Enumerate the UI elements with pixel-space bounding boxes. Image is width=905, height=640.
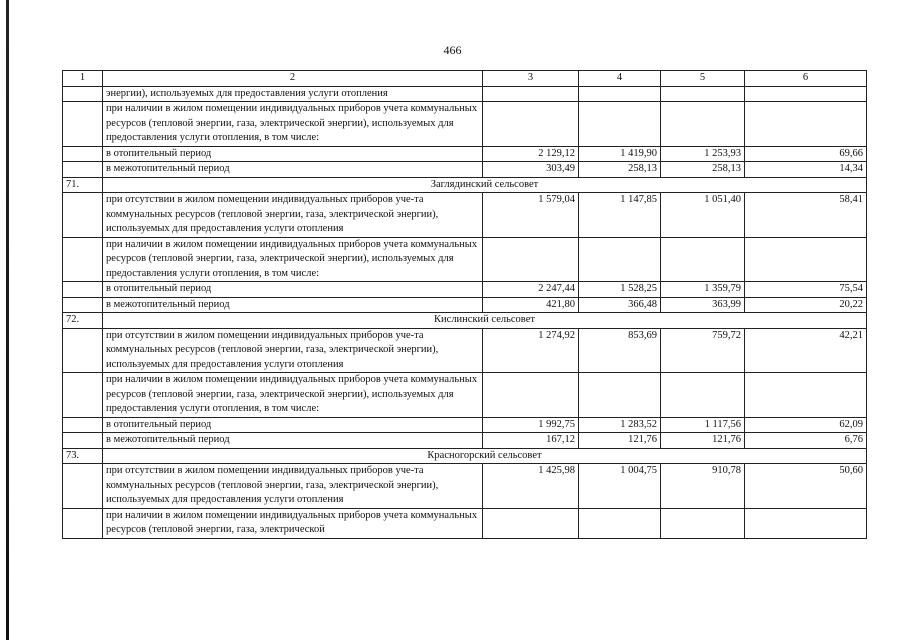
row-number-cell bbox=[63, 373, 103, 418]
value-col-4 bbox=[579, 508, 661, 538]
value-col-5: 1 051,40 bbox=[661, 193, 745, 238]
row-number-cell bbox=[63, 328, 103, 373]
description-cell: при отсутствии в жилом помещении индивидуальных приборов уче-та коммунальных ресурсов (тепловой энергии, газа, электрической энергии), используемых для предоставления услуги отопления bbox=[103, 328, 483, 373]
section-row bbox=[63, 448, 867, 464]
value-col-6 bbox=[745, 102, 867, 147]
value-col-6: 58,41 bbox=[745, 193, 867, 238]
description-cell: в межотопительный период bbox=[103, 433, 483, 449]
row-number-cell bbox=[63, 237, 103, 282]
row-number-cell bbox=[63, 162, 103, 178]
table-row bbox=[63, 297, 867, 313]
value-col-4: 1 004,75 bbox=[579, 464, 661, 509]
value-col-4: 853,69 bbox=[579, 328, 661, 373]
value-col-6: 14,34 bbox=[745, 162, 867, 178]
value-col-4: 258,13 bbox=[579, 162, 661, 178]
value-col-4: 366,48 bbox=[579, 297, 661, 313]
value-col-6 bbox=[745, 373, 867, 418]
value-col-4: 1 147,85 bbox=[579, 193, 661, 238]
value-col-5 bbox=[661, 237, 745, 282]
table-row bbox=[63, 102, 867, 147]
value-col-4: 1 419,90 bbox=[579, 146, 661, 162]
table-row bbox=[63, 417, 867, 433]
value-col-6: 20,22 bbox=[745, 297, 867, 313]
value-col-6 bbox=[745, 237, 867, 282]
value-col-5 bbox=[661, 508, 745, 538]
tariff-table bbox=[62, 70, 867, 539]
value-col-3 bbox=[483, 237, 579, 282]
value-col-5 bbox=[661, 373, 745, 418]
value-col-5: 258,13 bbox=[661, 162, 745, 178]
value-col-5: 1 359,79 bbox=[661, 282, 745, 298]
value-col-5: 910,78 bbox=[661, 464, 745, 509]
description-cell: при отсутствии в жилом помещении индивидуальных приборов уче-та коммунальных ресурсов (тепловой энергии, газа, электрической энергии), используемых для предоставления услуги отопления bbox=[103, 193, 483, 238]
header-col-1: 1 bbox=[63, 71, 103, 87]
description-cell: при наличии в жилом помещении индивидуальных приборов учета коммунальных ресурсов (тепловой энергии, газа, электрической энергии), используемых для предоставления услуги отопления, в том числе: bbox=[103, 373, 483, 418]
description-cell: при наличии в жилом помещении индивидуальных приборов учета коммунальных ресурсов (тепловой энергии, газа, электрической энергии), используемых для предоставления услуги отопления, в том числе: bbox=[103, 237, 483, 282]
section-title: Кислинский сельсовет bbox=[103, 313, 867, 329]
table-row bbox=[63, 433, 867, 449]
value-col-3: 1 992,75 bbox=[483, 417, 579, 433]
value-col-6: 62,09 bbox=[745, 417, 867, 433]
header-row bbox=[63, 71, 867, 87]
table-row bbox=[63, 464, 867, 509]
header-col-3: 3 bbox=[483, 71, 579, 87]
value-col-5: 1 253,93 bbox=[661, 146, 745, 162]
value-col-4: 1 528,25 bbox=[579, 282, 661, 298]
table-row bbox=[63, 508, 867, 538]
table-row bbox=[63, 328, 867, 373]
description-cell: энергии), используемых для предоставления услуги отопления bbox=[103, 86, 483, 102]
table-row bbox=[63, 86, 867, 102]
row-number-cell bbox=[63, 417, 103, 433]
section-number: 71. bbox=[63, 177, 103, 193]
value-col-4 bbox=[579, 86, 661, 102]
description-cell: при отсутствии в жилом помещении индивидуальных приборов уче-та коммунальных ресурсов (тепловой энергии, газа, электрической энергии), используемых для предоставления услуги отопления bbox=[103, 464, 483, 509]
header-col-2: 2 bbox=[103, 71, 483, 87]
value-col-5 bbox=[661, 102, 745, 147]
value-col-5: 759,72 bbox=[661, 328, 745, 373]
section-title: Красногорский сельсовет bbox=[103, 448, 867, 464]
description-cell: в отопительный период bbox=[103, 417, 483, 433]
value-col-6: 75,54 bbox=[745, 282, 867, 298]
header-col-4: 4 bbox=[579, 71, 661, 87]
row-number-cell bbox=[63, 146, 103, 162]
value-col-6 bbox=[745, 86, 867, 102]
table-row bbox=[63, 373, 867, 418]
table-row bbox=[63, 162, 867, 178]
value-col-3: 303,49 bbox=[483, 162, 579, 178]
value-col-5: 1 117,56 bbox=[661, 417, 745, 433]
table-row bbox=[63, 193, 867, 238]
description-cell: в межотопительный период bbox=[103, 297, 483, 313]
value-col-6: 42,21 bbox=[745, 328, 867, 373]
value-col-4: 1 283,52 bbox=[579, 417, 661, 433]
value-col-3: 167,12 bbox=[483, 433, 579, 449]
value-col-3 bbox=[483, 102, 579, 147]
value-col-6 bbox=[745, 508, 867, 538]
description-cell: в межотопительный период bbox=[103, 162, 483, 178]
value-col-3 bbox=[483, 86, 579, 102]
value-col-3: 2 247,44 bbox=[483, 282, 579, 298]
section-title: Заглядинский сельсовет bbox=[103, 177, 867, 193]
value-col-3: 1 579,04 bbox=[483, 193, 579, 238]
description-cell: в отопительный период bbox=[103, 146, 483, 162]
table-row bbox=[63, 282, 867, 298]
row-number-cell bbox=[63, 297, 103, 313]
value-col-3 bbox=[483, 508, 579, 538]
description-cell: в отопительный период bbox=[103, 282, 483, 298]
row-number-cell bbox=[63, 508, 103, 538]
row-number-cell bbox=[63, 464, 103, 509]
description-cell: при наличии в жилом помещении индивидуальных приборов учета коммунальных ресурсов (тепловой энергии, газа, электрической bbox=[103, 508, 483, 538]
value-col-4 bbox=[579, 102, 661, 147]
value-col-4 bbox=[579, 373, 661, 418]
scan-edge-line bbox=[6, 0, 9, 640]
row-number-cell bbox=[63, 282, 103, 298]
value-col-4 bbox=[579, 237, 661, 282]
value-col-3: 1 274,92 bbox=[483, 328, 579, 373]
section-number: 73. bbox=[63, 448, 103, 464]
header-col-5: 5 bbox=[661, 71, 745, 87]
row-number-cell bbox=[63, 433, 103, 449]
value-col-3: 421,80 bbox=[483, 297, 579, 313]
value-col-3 bbox=[483, 373, 579, 418]
section-row bbox=[63, 313, 867, 329]
value-col-3: 1 425,98 bbox=[483, 464, 579, 509]
value-col-6: 6,76 bbox=[745, 433, 867, 449]
value-col-6: 50,60 bbox=[745, 464, 867, 509]
section-number: 72. bbox=[63, 313, 103, 329]
row-number-cell bbox=[63, 86, 103, 102]
table-row bbox=[63, 237, 867, 282]
row-number-cell bbox=[63, 193, 103, 238]
header-col-6: 6 bbox=[745, 71, 867, 87]
page-number: 466 bbox=[443, 43, 462, 57]
value-col-5 bbox=[661, 86, 745, 102]
value-col-5: 121,76 bbox=[661, 433, 745, 449]
value-col-3: 2 129,12 bbox=[483, 146, 579, 162]
description-cell: при наличии в жилом помещении индивидуальных приборов учета коммунальных ресурсов (тепловой энергии, газа, электрической энергии), используемых для предоставления услуги отопления, в том числе: bbox=[103, 102, 483, 147]
section-row bbox=[63, 177, 867, 193]
value-col-6: 69,66 bbox=[745, 146, 867, 162]
value-col-4: 121,76 bbox=[579, 433, 661, 449]
row-number-cell bbox=[63, 102, 103, 147]
value-col-5: 363,99 bbox=[661, 297, 745, 313]
table-row bbox=[63, 146, 867, 162]
